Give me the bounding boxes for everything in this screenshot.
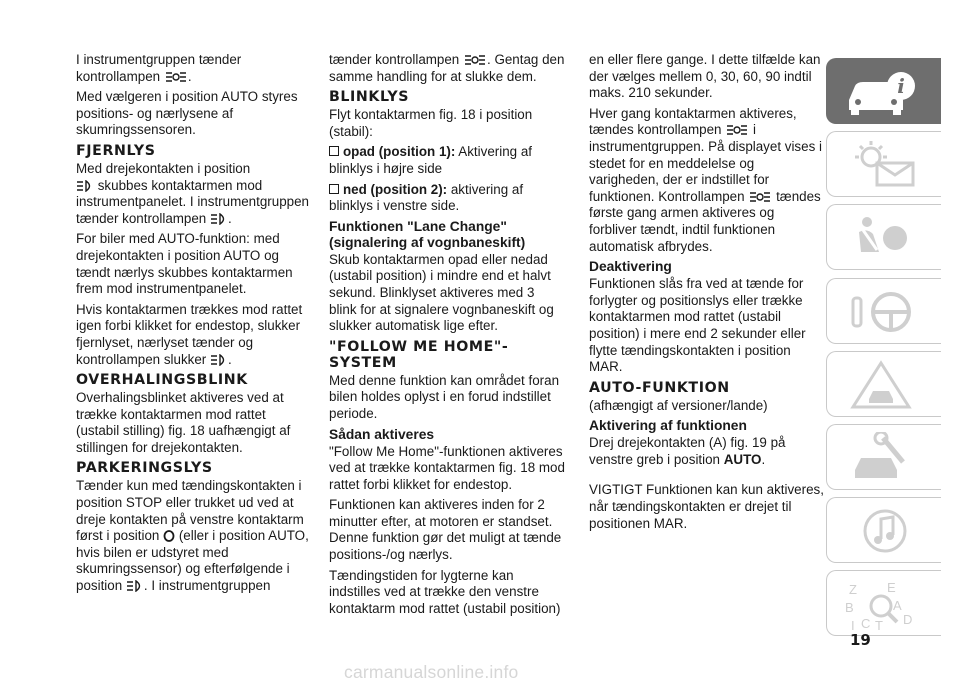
paragraph: (afhængigt af versioner/lande): [589, 397, 768, 413]
switch-off-position-icon: [163, 530, 175, 542]
chapter-tabs: [826, 58, 942, 644]
subsection-heading: Aktivering af funktionen: [589, 418, 747, 434]
paragraph: For biler med AUTO-funktion: med drejekontakten i position AUTO og tændt nærlys skubbes kontaktarmen frem mod instrumentpanelet.: [76, 231, 293, 297]
text-column-2: [329, 52, 565, 621]
index-letter: B: [845, 600, 854, 616]
text: I instrumentgruppen tænder kontrollampen: [76, 52, 242, 84]
position-lights-icon: [463, 54, 487, 66]
text-column-3: [589, 52, 825, 536]
paragraph: Overhalingsblinket aktiveres ved at trække kontaktarmen mod rattet (ustabil stilling) fig. 18 uafhængigt af stillingen for drejekontakten.: [76, 390, 291, 455]
high-beam-icon: [76, 180, 94, 192]
position-lights-icon: [748, 191, 772, 203]
steering-wheel-key-icon: [841, 286, 931, 338]
section-heading: OVERHALINGSBLINK: [76, 372, 248, 389]
tab-dashboard-info[interactable]: [826, 58, 941, 124]
list-item: ned (position 2): aktivering af blinklys i venstre side.: [329, 181, 524, 214]
warning-triangle-car-icon: [841, 359, 931, 411]
bullet-box-icon: [329, 184, 339, 194]
paragraph: Tænder kun med tændingskontakten i position STOP eller trukket ud ved at dreje kontakten på venstre kontaktarm først i position (eller i position AUTO, hvis bilen er udstyret med skumringssensor) og efterfølgende i position . I instrumentgruppen: [76, 478, 309, 594]
paragraph: Drej drejekontakten (A) fig. 19 på venstre greb i position AUTO.: [589, 435, 786, 467]
alphabet-index-icon: [841, 578, 931, 634]
index-letter: A: [893, 598, 902, 614]
index-letter: Z: [849, 582, 857, 598]
tab-index[interactable]: [826, 570, 941, 636]
subsection-heading: Deaktivering: [589, 259, 672, 275]
parking-light-icon: [126, 580, 144, 592]
subsection-heading: Funktionen "Lane Change" (signalering af vognbaneskift): [329, 218, 526, 250]
bullet-box-icon: [329, 146, 339, 156]
section-heading: "FOLLOW ME HOME"-SYSTEM: [329, 338, 509, 371]
index-letter: I: [851, 618, 855, 634]
index-letter: E: [887, 580, 896, 596]
section-heading: FJERNLYS: [76, 142, 156, 159]
paragraph: Skub kontaktarmen opad eller nedad (ustabil position) i mindre end et halvt sekund. Blinklyset aktiveres med 3 blink for at signalere vognbaneskift og slukker automatisk lige efter.: [329, 251, 554, 334]
paragraph: Hvis kontaktarmen trækkes mod rattet igen forbi klikket for endestop, slukker fjernlyset, nærlyset tænder og kontrollampen slukker .: [76, 301, 303, 367]
index-letter: C: [861, 616, 871, 632]
paragraph: Tændingstiden for lygterne kan indstilles ved at trække den venstre kontaktarm mod rattet (ustabil position): [329, 567, 561, 616]
tab-safety[interactable]: [826, 204, 941, 270]
paragraph: VIGTIGT Funktionen kan kun aktiveres, når tændingskontakten er drejet til positionen MAR.: [589, 482, 824, 531]
tab-emergency[interactable]: [826, 351, 941, 417]
wrench-car-icon: [841, 432, 931, 484]
high-beam-icon: [210, 213, 228, 225]
airbag-seatbelt-icon: [841, 212, 931, 264]
high-beam-icon: [210, 354, 228, 366]
position-lights-icon: [725, 124, 749, 136]
index-letter: T: [875, 618, 883, 634]
text-column-1: [76, 52, 312, 599]
warning-lights-envelope-icon: [841, 139, 931, 191]
paragraph: Med vælgeren i position AUTO styres positions- og nærlysene af skumringssensoren.: [76, 89, 298, 138]
paragraph: Hver gang kontaktarmen aktiveres, tændes kontrollampen i instrumentgruppen. På displayet vises i stedet for en meddelelse og varigheden, der er indstillet for funktionen. Kontrollampen tændes første gang armen aktiveres og forbliver tændt, indtil funktionen automatisk afbrydes.: [589, 105, 822, 254]
watermark: carmanualsonline.info: [344, 662, 519, 682]
music-note-icon: [841, 505, 931, 557]
paragraph: "Follow Me Home"-funktionen aktiveres ved at trække kontaktarmen fig. 18 mod rattet forbi klikket for endestop.: [329, 443, 565, 492]
section-heading: BLINKLYS: [329, 89, 410, 106]
tab-maintenance[interactable]: [826, 424, 941, 490]
tab-lights-messages[interactable]: [826, 131, 941, 197]
paragraph: I instrumentgruppen tænder kontrollampen .: [76, 52, 242, 84]
section-heading: AUTO-FUNKTION: [589, 379, 730, 396]
paragraph: tænder kontrollampen . Gentag den samme handling for at slukke dem.: [329, 52, 565, 84]
paragraph: Flyt kontaktarmen fig. 18 i position (stabil):: [329, 107, 533, 139]
paragraph: Med drejekontakten i position skubbes kontaktarmen mod instrumentpanelet. I instrumentgruppen tænder kontrollampen .: [76, 160, 309, 226]
section-heading: PARKERINGSLYS: [76, 460, 213, 477]
list-item: opad (position 1): Aktivering af blinklys i højre side: [329, 144, 532, 176]
tab-multimedia[interactable]: [826, 497, 941, 563]
tab-driving[interactable]: [826, 278, 941, 344]
paragraph: Funktionen kan aktiveres inden for 2 minutter efter, at motoren er standset. Denne funktion gør det muligt at tænde positions-/og nærlys.: [329, 497, 562, 563]
index-letter: D: [903, 612, 913, 628]
paragraph: Funktionen slås fra ved at tænde for forlygter og positionslys eller trække kontaktarmen mod rattet (ustabil position) i mere end 2 sekunder eller flytte tændingskontakten i position MAR.: [589, 276, 806, 375]
paragraph: Med denne funktion kan området foran bilen holdes oplyst i en forud indstillet periode.: [329, 372, 560, 421]
page-number: 19: [850, 631, 871, 649]
paragraph: en eller flere gange. I dette tilfælde kan der vælges mellem 0, 30, 60, 90 indtil maks. 210 sekunder.: [589, 52, 821, 101]
position-lights-icon: [164, 71, 188, 83]
car-info-icon: [841, 66, 931, 118]
svg-text:i: i: [897, 74, 905, 98]
subsection-heading: Sådan aktiveres: [329, 426, 435, 442]
